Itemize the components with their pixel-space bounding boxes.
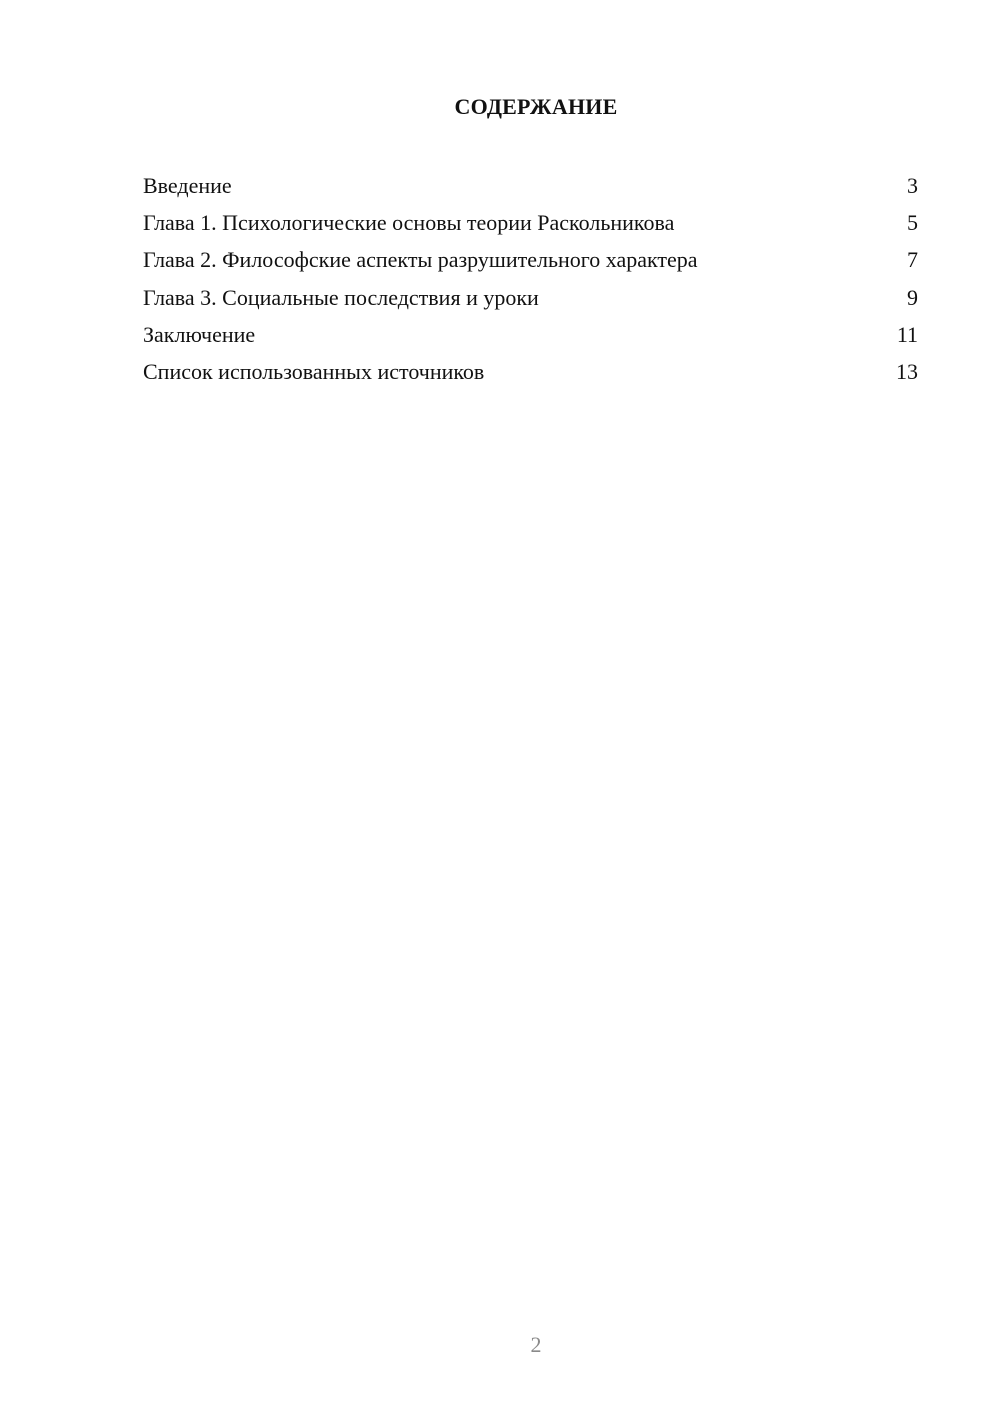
toc-entry-page: 7 [907, 247, 918, 273]
toc-title: СОДЕРЖАНИЕ [454, 94, 618, 119]
toc-entry-label: Глава 1. Психологические основы теории Раскольникова [143, 210, 675, 236]
toc-entry-label: Глава 3. Социальные последствия и уроки [143, 284, 539, 310]
toc-entry-page: 5 [907, 210, 918, 236]
toc-entry-page: 3 [907, 173, 918, 198]
toc-entry-conclusion[interactable] [143, 316, 918, 353]
toc-entry-label: Список использованных источников [143, 358, 485, 384]
toc-entry-label: Введение [143, 173, 232, 198]
page-number: 2 [530, 1332, 542, 1357]
toc-entry-label: Глава 2. Философские аспекты разрушительного характера [143, 247, 698, 273]
toc-entry-references[interactable] [143, 353, 918, 390]
toc-entry-chapter-2[interactable] [143, 241, 918, 278]
toc-entry-page: 11 [896, 321, 918, 347]
toc-entry-page: 13 [896, 358, 918, 384]
toc-entry-introduction[interactable] [143, 167, 918, 204]
table-of-contents [143, 167, 918, 390]
toc-entry-chapter-3[interactable] [143, 279, 918, 316]
toc-entry-chapter-1[interactable] [143, 204, 918, 241]
toc-entry-label: Заключение [143, 321, 256, 347]
toc-entry-page: 9 [907, 284, 918, 310]
